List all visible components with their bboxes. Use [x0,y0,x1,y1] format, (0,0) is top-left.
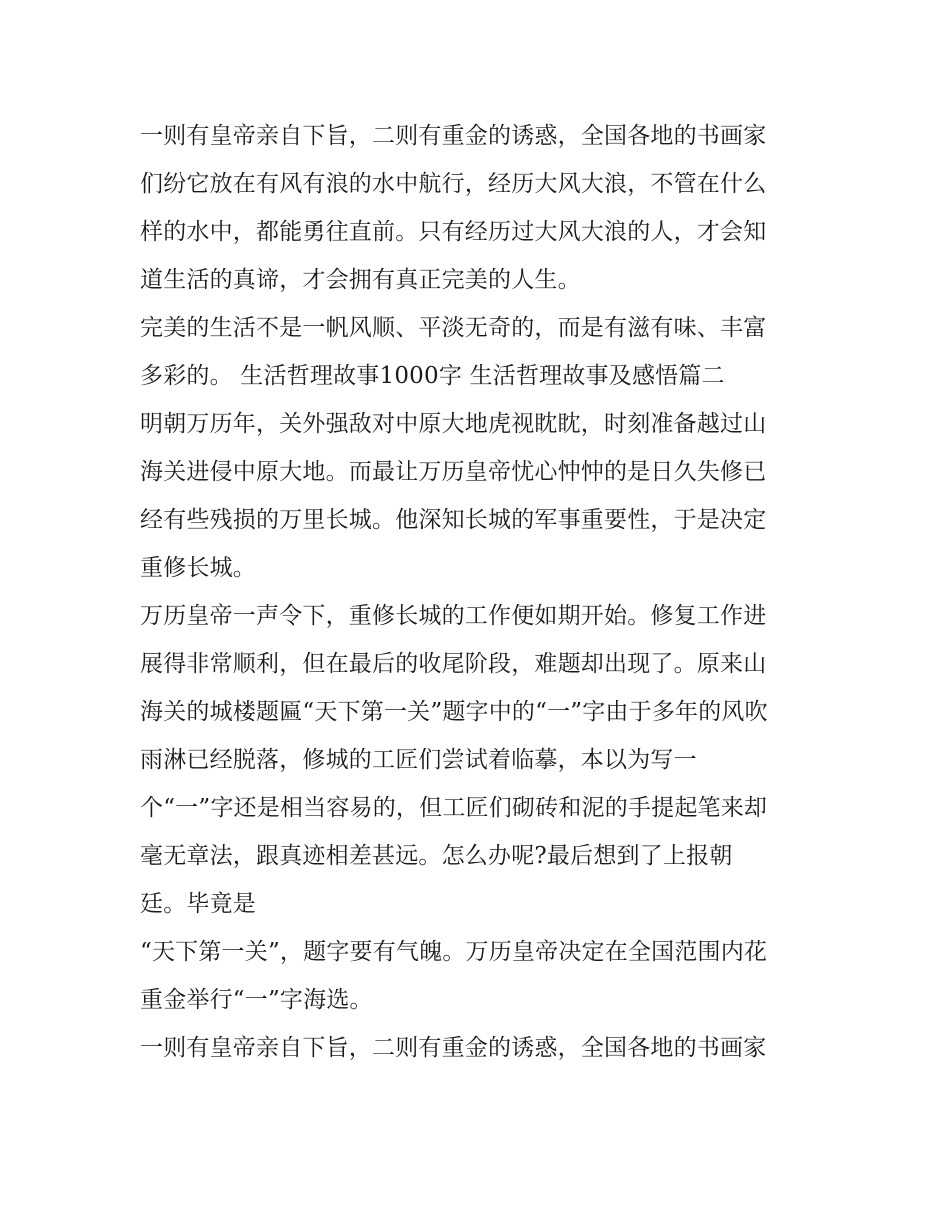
text-line: 经有些残损的万里长城。他深知长城的军事重要性，于是决定 [140,507,767,533]
text-line: “天下第一关”，题字要有气魄。万历皇帝决定在全国范围内花 [140,939,768,965]
text-line: 雨淋已经脱落，修城的工匠们尝试着临摹，本以为写一 [140,747,697,773]
text-line: 廷。毕竟是 [140,891,256,917]
text-line: 们纷它放在有风有浪的水中航行，经历大风大浪，不管在什么 [140,171,767,197]
text-line: 样的水中，都能勇往直前。只有经历过大风大浪的人，才会知 [140,219,767,245]
text-line: 完美的生活不是一帆风顺、平淡无奇的，而是有滋有味、丰富 [140,315,767,341]
text-line: 明朝万历年，关外强敌对中原大地虎视眈眈，时刻准备越过山 [140,411,767,437]
text-line: 毫无章法，跟真迹相差甚远。怎么办呢?最后想到了上报朝 [140,843,733,869]
text-line: 个“一”字还是相当容易的，但工匠们砌砖和泥的手提起笔来却 [140,795,768,821]
body-text [140,112,820,1072]
text-line: 重金举行“一”字海选。 [140,987,373,1013]
text-line: 一则有皇帝亲自下旨，二则有重金的诱惑，全国各地的书画家 [140,1035,767,1061]
text-line: 海关的城楼题匾“天下第一关”题字中的“一”字由于多年的风吹 [140,699,768,725]
text-line: 一则有皇帝亲自下旨，二则有重金的诱惑，全国各地的书画家 [140,123,767,149]
text-line: 道生活的真谛，才会拥有真正完美的人生。 [140,267,581,293]
text-line: 万历皇帝一声令下，重修长城的工作便如期开始。修复工作进 [140,603,767,629]
text-line: 多彩的。 生活哲理故事1000字 生活哲理故事及感悟篇二 [140,363,725,389]
text-line: 重修长城。 [140,555,256,581]
text-line: 海关进侵中原大地。而最让万历皇帝忧心忡忡的是日久失修已 [140,459,767,485]
text-line: 展得非常顺利，但在最后的收尾阶段，难题却出现了。原来山 [140,651,767,677]
